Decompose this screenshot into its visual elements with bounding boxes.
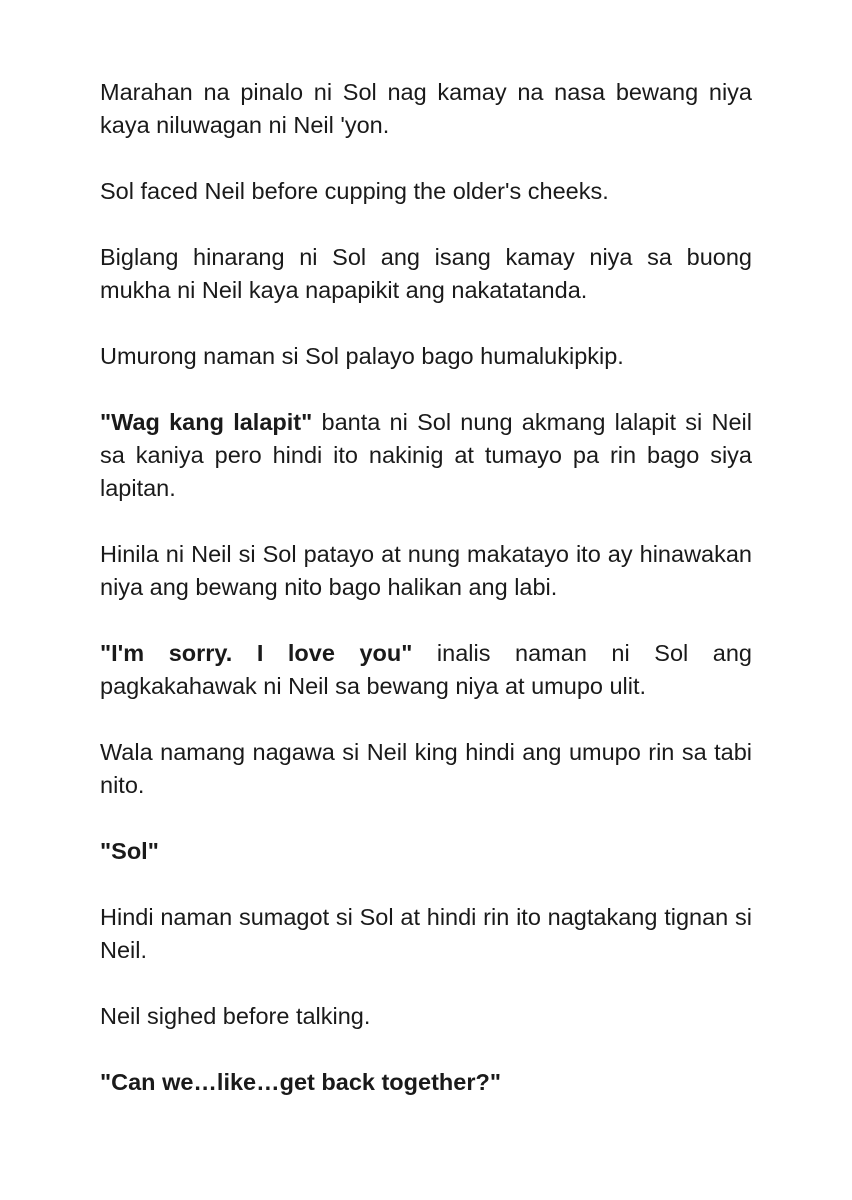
paragraph-8	[100, 736, 752, 802]
paragraph-2	[100, 175, 752, 208]
paragraph-4-text: Umurong naman si Sol palayo bago humalukipkip.	[100, 343, 624, 369]
paragraph-10-text: Hindi naman sumagot si Sol at hindi rin ito nagtakang tignan si Neil.	[100, 904, 752, 963]
paragraph-5-text: banta ni Sol nung akmang lalapit si Neil sa kaniya pero hindi ito nakinig at tumayo pa rin bago siya lapitan.	[100, 409, 752, 501]
paragraph-9-bold: "Sol"	[100, 838, 159, 864]
paragraph-4	[100, 340, 752, 373]
paragraph-7	[100, 637, 752, 703]
paragraph-11-text: Neil sighed before talking.	[100, 1003, 371, 1029]
paragraph-3-text: Biglang hinarang ni Sol ang isang kamay niya sa buong mukha ni Neil kaya napapikit ang nakatatanda.	[100, 244, 752, 303]
paragraph-9	[100, 835, 752, 868]
paragraph-3	[100, 241, 752, 307]
paragraph-2-text: Sol faced Neil before cupping the older's cheeks.	[100, 178, 609, 204]
paragraph-12	[100, 1066, 752, 1099]
paragraph-6	[100, 538, 752, 604]
paragraph-12-bold: "Can we…like…get back together?"	[100, 1069, 501, 1095]
paragraph-7-bold: "I'm sorry. I love you"	[100, 640, 413, 666]
paragraph-5-bold: "Wag kang lalapit"	[100, 409, 313, 435]
paragraph-7-text: inalis naman ni Sol ang pagkakahawak ni Neil sa bewang niya at umupo ulit.	[100, 640, 752, 699]
paragraph-10	[100, 901, 752, 967]
paragraph-1-text: Marahan na pinalo ni Sol nag kamay na nasa bewang niya kaya niluwagan ni Neil 'yon.	[100, 79, 752, 138]
paragraph-5	[100, 406, 752, 505]
paragraph-8-text: Wala namang nagawa si Neil king hindi ang umupo rin sa tabi nito.	[100, 739, 752, 798]
paragraph-1	[100, 76, 752, 142]
paragraph-11	[100, 1000, 752, 1033]
document-page	[100, 76, 752, 1132]
paragraph-6-text: Hinila ni Neil si Sol patayo at nung makatayo ito ay hinawakan niya ang bewang nito bago halikan ang labi.	[100, 541, 752, 600]
